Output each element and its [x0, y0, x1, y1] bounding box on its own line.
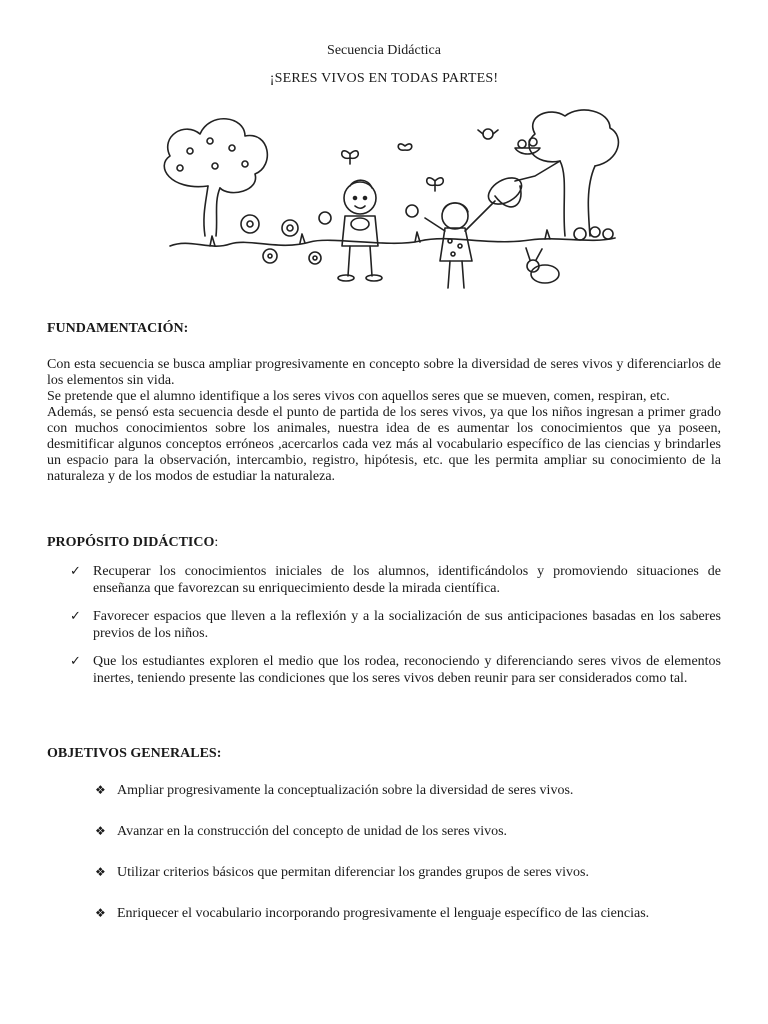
objetivo-item-text: Ampliar progresivamente la conceptualización sobre la diversidad de seres vivos. [117, 783, 574, 798]
children-nature-drawing-icon [150, 106, 620, 296]
checkmark-icon: ✓ [70, 609, 81, 624]
objetivo-item-text: Avanzar en la construcción del concepto de unidad de los seres vivos. [117, 824, 508, 839]
diamond-bullet-icon: ❖ [95, 824, 106, 838]
checkmark-icon: ✓ [70, 654, 81, 669]
proposito-heading-text: PROPÓSITO DIDÁCTICO [47, 535, 215, 550]
fundamentacion-paragraph: Además, se pensó esta secuencia desde el punto de partida de los seres vivos, ya que los niños ingresan a primer grado con muchos conocimientos sobre los animales, nuestra idea de es aumentar los conocimientos que ya poseen, desmitificar algunos conceptos erróneos ,acercarlos cada vez más al vocabulario específico de las ciencias y brindarles un espacio para la observación, intercambio, registro, hipótesis, etc. que les permita ampliar su conocimiento de la naturaleza y de los modos de estudiar la naturaleza. [47, 405, 721, 484]
fundamentacion-heading: FUNDAMENTACIÓN: [47, 321, 189, 336]
list-item [95, 782, 725, 823]
proposito-item-text: Recuperar los conocimientos iniciales de los alumnos, identificándolos y promoviendo situaciones de enseñanza que favorezcan su enriquecimiento desde la mirada científica. [93, 564, 721, 596]
checkmark-icon: ✓ [70, 564, 81, 579]
list-item [70, 563, 721, 597]
list-item [95, 864, 725, 905]
fundamentacion-paragraph: Se pretende que el alumno identifique a los seres vivos con aquellos seres que se mueven, comen, respiran, etc. [47, 389, 670, 404]
objetivo-item-text: Utilizar criterios básicos que permitan diferenciar los grandes grupos de seres vivos. [117, 865, 589, 880]
proposito-heading-colon: : [214, 535, 219, 550]
diamond-bullet-icon: ❖ [95, 865, 106, 879]
diamond-bullet-icon: ❖ [95, 906, 106, 920]
proposito-list [70, 563, 721, 698]
objetivo-item-text: Enriquecer el vocabulario incorporando progresivamente el lenguaje específico de las ciencias. [117, 906, 650, 921]
proposito-item-text: Que los estudiantes exploren el medio que los rodea, reconociendo y diferenciando seres vivos de elementos inertes, teniendo presente las condiciones que los seres vivos deben reunir para ser considerados como tal. [93, 654, 721, 686]
list-item [70, 653, 721, 687]
proposito-heading [47, 535, 218, 551]
document-title: Secuencia Didáctica [327, 43, 441, 58]
proposito-item-text: Favorecer espacios que lleven a la reflexión y a la socialización de sus anticipaciones basadas en los saberes previos de los niños. [93, 609, 721, 641]
objetivos-list [95, 782, 725, 946]
fundamentacion-body [47, 357, 721, 485]
diamond-bullet-icon: ❖ [95, 783, 106, 797]
list-item [95, 905, 725, 946]
fundamentacion-paragraph: Con esta secuencia se busca ampliar progresivamente en concepto sobre la diversidad de seres vivos y diferenciarlos de los elementos sin vida. [47, 357, 721, 388]
list-item [95, 823, 725, 864]
objetivos-heading: OBJETIVOS GENERALES: [47, 746, 222, 761]
document-subtitle: ¡SERES VIVOS EN TODAS PARTES! [269, 71, 499, 86]
list-item [70, 608, 721, 642]
